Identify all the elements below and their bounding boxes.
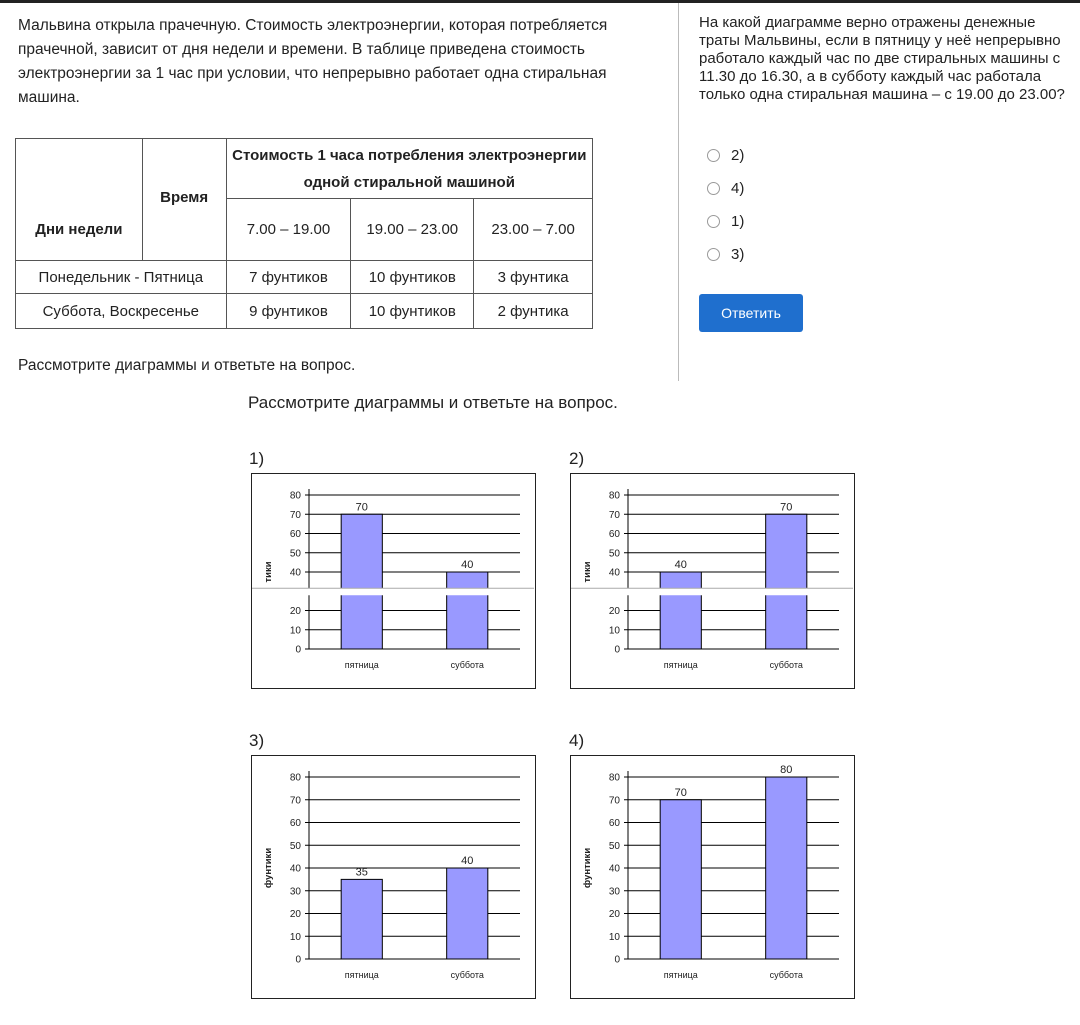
x-tick-label: суббота <box>450 970 484 980</box>
bar-value-label: 40 <box>461 559 474 571</box>
row-cell: 9 фунтиков <box>226 294 351 329</box>
time-range-3: 23.00 – 7.00 <box>474 199 593 261</box>
option-1[interactable] <box>707 147 744 164</box>
consider-text: Рассмотрите диаграммы и ответьте на вопрос. <box>18 357 356 374</box>
y-tick-label: 50 <box>289 548 301 560</box>
row-day: Суббота, Воскресенье <box>16 294 227 329</box>
header-days: Дни недели <box>16 199 143 261</box>
bar-value-label: 35 <box>355 866 368 879</box>
bar <box>341 879 382 959</box>
table-row <box>16 261 593 294</box>
chart-4-label: 4) <box>569 731 585 750</box>
column-divider <box>678 3 679 381</box>
chart-1-label: 1) <box>249 449 265 468</box>
bar <box>660 572 701 649</box>
row-cell: 10 фунтиков <box>351 294 474 329</box>
y-tick-label: 60 <box>289 529 301 540</box>
x-tick-label: пятница <box>663 660 698 670</box>
chart-2-label: 2) <box>569 449 585 468</box>
radio-icon[interactable] <box>707 149 720 162</box>
chart-1-svg <box>252 474 534 687</box>
chart-4 <box>570 755 855 999</box>
consider-text-2: Рассмотрите диаграммы и ответьте на вопрос. <box>248 393 618 412</box>
option-4[interactable] <box>707 246 744 263</box>
time-range-2: 19.00 – 23.00 <box>351 199 474 261</box>
y-tick-label: 40 <box>608 567 620 579</box>
bar-value-label: 70 <box>780 501 793 514</box>
x-tick-label: суббота <box>769 970 803 980</box>
y-tick-label: 80 <box>608 490 620 502</box>
chart-3 <box>251 755 536 999</box>
radio-icon[interactable] <box>707 215 720 228</box>
y-tick-label: 20 <box>608 606 620 617</box>
y-tick-label: 20 <box>289 909 301 920</box>
y-axis-label: тики <box>582 561 593 583</box>
y-tick-label: 50 <box>289 840 301 852</box>
bar <box>447 572 488 649</box>
y-tick-label: 70 <box>289 795 301 807</box>
row-cell: 3 фунтика <box>474 261 593 294</box>
header-cost: Стоимость 1 часа потребления электроэнергии одной стиральной машиной <box>226 139 592 199</box>
question-text: На какой диаграмме верно отражены денежные траты Мальвины, если в пятницу у неё непрерывно работало каждый час по две стиральных машины с 11.30 до 16.30, а в субботу каждый час работала только одна стиральная машина – с 19.00 до 23.00? <box>699 14 1065 103</box>
y-tick-label: 40 <box>289 863 301 875</box>
y-tick-label: 40 <box>608 863 620 875</box>
y-tick-label: 70 <box>289 509 301 521</box>
y-tick-label: 20 <box>608 909 620 920</box>
y-axis-label: фунтики <box>263 847 274 889</box>
y-tick-label: 70 <box>608 795 620 807</box>
chart-1 <box>251 473 536 689</box>
row-cell: 7 фунтиков <box>226 261 351 294</box>
option-2[interactable] <box>707 180 744 197</box>
bar-value-label: 40 <box>461 855 474 867</box>
y-tick-label: 70 <box>608 509 620 521</box>
y-axis-label: тики <box>263 561 274 583</box>
option-label: 4) <box>731 180 745 197</box>
option-label: 3) <box>731 246 745 263</box>
option-3[interactable] <box>707 213 744 230</box>
y-tick-label: 60 <box>608 529 620 540</box>
chart-2-svg <box>571 474 853 687</box>
y-tick-label: 10 <box>608 625 620 637</box>
radio-icon[interactable] <box>707 248 720 261</box>
option-label: 1) <box>731 213 745 230</box>
y-tick-label: 40 <box>289 567 301 579</box>
bar-value-label: 70 <box>674 786 687 799</box>
y-tick-label: 20 <box>289 606 301 617</box>
y-tick-label: 60 <box>608 818 620 829</box>
chart-4-svg <box>571 756 853 997</box>
y-tick-label: 0 <box>614 644 620 656</box>
x-tick-label: пятница <box>663 970 698 980</box>
bar <box>766 777 807 959</box>
bar-value-label: 80 <box>780 764 793 776</box>
y-tick-label: 0 <box>295 954 301 966</box>
chart-3-label: 3) <box>249 731 265 750</box>
radio-icon[interactable] <box>707 182 720 195</box>
problem-text: Мальвина открыла прачечную. Стоимость электроэнергии, которая потребляется прачечной, зависит от дня недели и времени. В таблице приведена стоимость электроэнергии за 1 час при условии, что непрерывно работает одна стиральная машина. <box>18 17 608 106</box>
row-day: Понедельник - Пятница <box>16 261 227 294</box>
y-tick-label: 30 <box>289 886 301 898</box>
cost-table <box>15 138 593 329</box>
x-tick-label: пятница <box>344 660 379 670</box>
y-tick-label: 50 <box>608 840 620 852</box>
y-tick-label: 10 <box>289 931 301 943</box>
x-tick-label: пятница <box>344 970 379 980</box>
y-tick-label: 80 <box>289 772 301 784</box>
bar-value-label: 70 <box>355 501 368 514</box>
bar <box>766 514 807 649</box>
bar <box>447 868 488 959</box>
time-range-1: 7.00 – 19.00 <box>226 199 351 261</box>
x-tick-label: суббота <box>769 660 803 670</box>
axis-break <box>252 588 534 595</box>
y-tick-label: 0 <box>614 954 620 966</box>
x-tick-label: суббота <box>450 660 484 670</box>
axis-break <box>571 588 853 595</box>
row-cell: 2 фунтика <box>474 294 593 329</box>
row-cell: 10 фунтиков <box>351 261 474 294</box>
header-time: Время <box>142 139 226 261</box>
top-border <box>0 0 1080 3</box>
y-tick-label: 0 <box>295 644 301 656</box>
y-tick-label: 80 <box>608 772 620 784</box>
y-tick-label: 30 <box>608 886 620 898</box>
y-axis-label: фунтики <box>582 847 593 889</box>
bar <box>660 800 701 959</box>
option-label: 2) <box>731 147 745 164</box>
answer-button[interactable]: Ответить <box>699 294 803 332</box>
table-row <box>16 294 593 329</box>
y-tick-label: 60 <box>289 818 301 829</box>
y-tick-label: 80 <box>289 490 301 502</box>
bar-value-label: 40 <box>674 559 687 571</box>
bar <box>341 514 382 649</box>
y-tick-label: 10 <box>608 931 620 943</box>
chart-3-svg <box>252 756 534 997</box>
y-tick-label: 50 <box>608 548 620 560</box>
y-tick-label: 10 <box>289 625 301 637</box>
table-corner-top <box>16 139 143 199</box>
chart-2 <box>570 473 855 689</box>
